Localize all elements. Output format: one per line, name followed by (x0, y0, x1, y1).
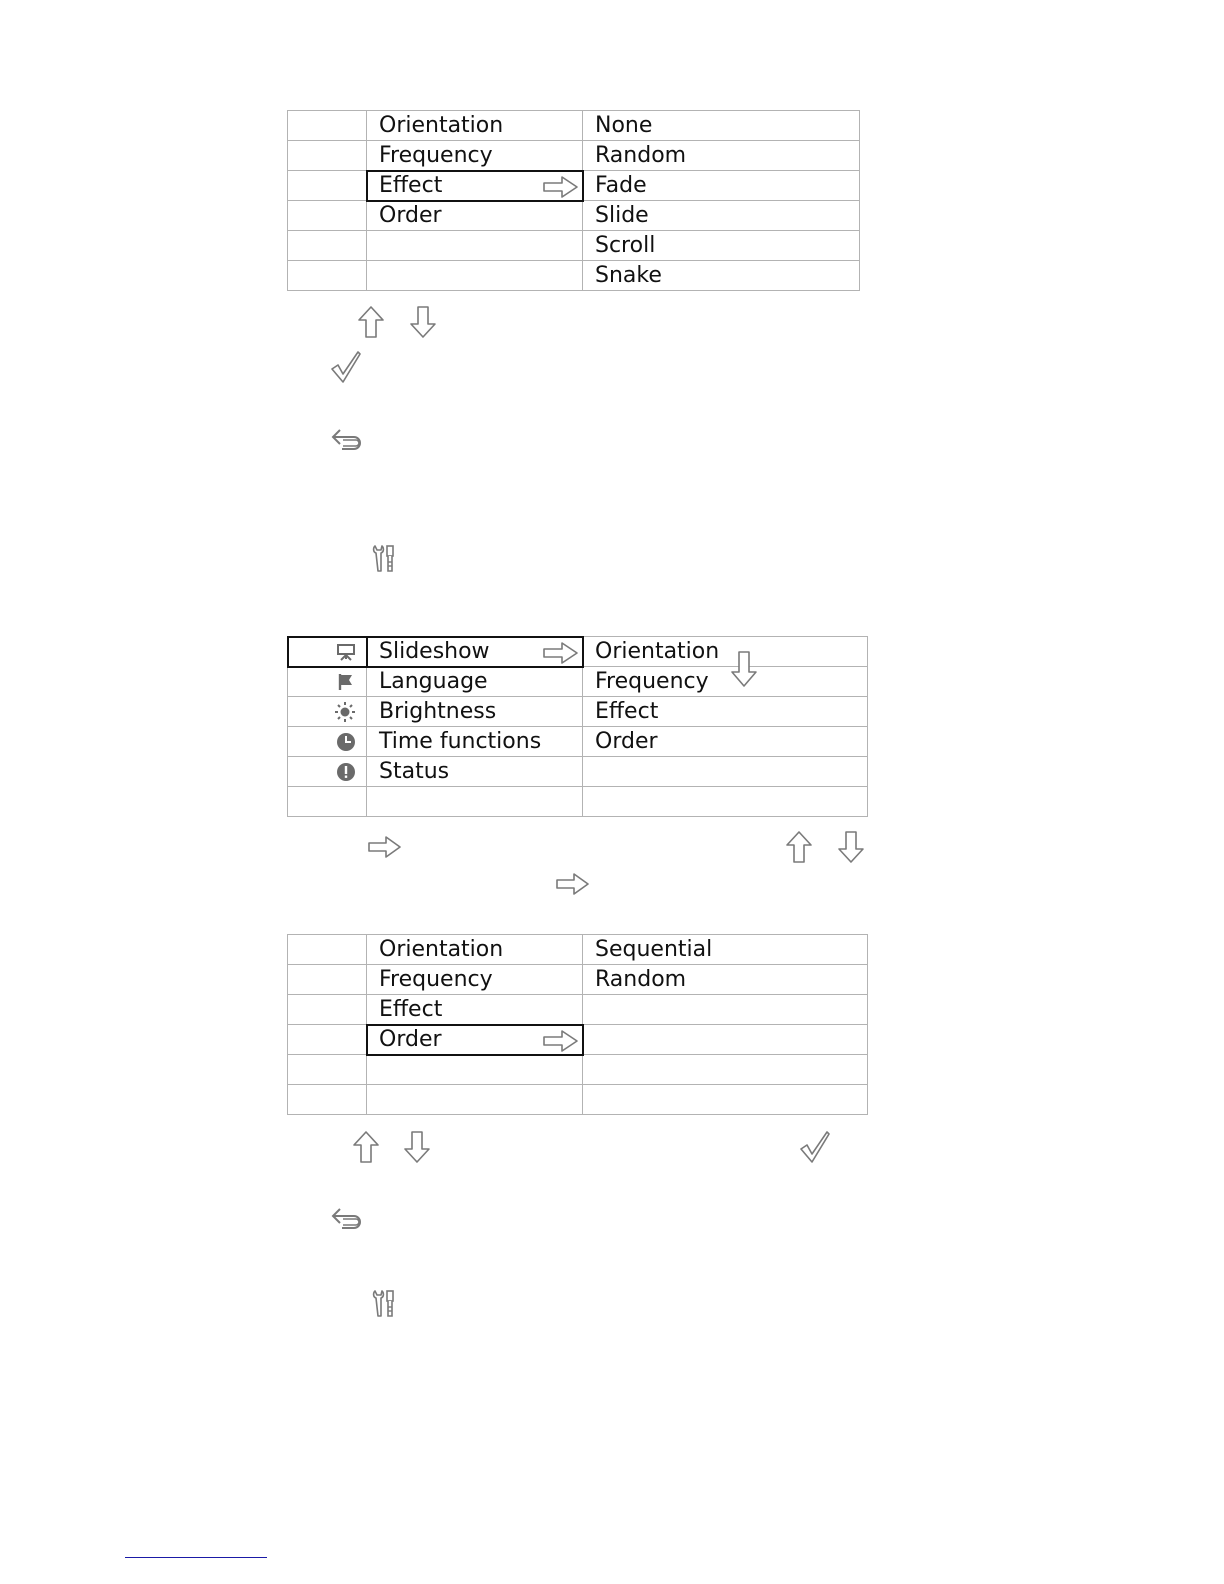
menu-item[interactable]: Language (367, 667, 583, 697)
menu-item (367, 261, 583, 291)
table-row (288, 697, 868, 727)
arrow-down-icon (837, 830, 865, 864)
menu-item[interactable]: Orientation (367, 935, 583, 965)
option-item[interactable]: Frequency (583, 667, 868, 697)
icon-cell (288, 935, 367, 965)
option-item[interactable]: Effect (583, 697, 868, 727)
table-row (288, 231, 860, 261)
table-row (288, 261, 860, 291)
table-row (288, 757, 868, 787)
option-item[interactable]: Snake (583, 261, 860, 291)
option-item[interactable]: Random (583, 141, 860, 171)
table-row (288, 935, 868, 965)
icon-cell (288, 141, 367, 171)
icon-cell (288, 965, 367, 995)
menu-item (367, 787, 583, 817)
back-icon (330, 427, 364, 453)
check-icon (799, 1130, 831, 1164)
menu-item[interactable]: Order (367, 201, 583, 231)
info-icon (336, 762, 356, 782)
menu-item-selected[interactable] (367, 171, 583, 201)
icon-cell (288, 757, 367, 787)
option-item (583, 1085, 868, 1115)
icon-cell (288, 637, 367, 667)
table-row (288, 1055, 868, 1085)
icon-cell (288, 111, 367, 141)
arrow-right-icon (367, 834, 403, 860)
settings-icon (371, 1289, 397, 1319)
back-icon (330, 1206, 364, 1232)
icon-cell (288, 171, 367, 201)
option-item (583, 1055, 868, 1085)
table-row (288, 141, 860, 171)
arrow-down-icon (403, 1130, 431, 1164)
arrow-down-icon (730, 650, 758, 688)
menu-item[interactable]: Effect (367, 995, 583, 1025)
menu-item-selected[interactable] (367, 637, 583, 667)
icon-cell (288, 787, 367, 817)
menu-item-label: Effect (379, 172, 443, 198)
check-icon (330, 350, 362, 384)
menu-table-main (287, 636, 868, 817)
option-item (583, 995, 868, 1025)
option-item (583, 787, 868, 817)
option-item[interactable]: Random (583, 965, 868, 995)
icon-cell (288, 201, 367, 231)
arrow-up-icon (352, 1130, 380, 1164)
table-row (288, 995, 868, 1025)
footnote-separator (125, 1557, 267, 1558)
table-row (288, 727, 868, 757)
arrow-right-icon (542, 640, 580, 666)
arrow-right-icon (542, 174, 580, 200)
table-row (288, 171, 860, 201)
icon-cell (288, 231, 367, 261)
menu-item-label: Order (379, 1026, 442, 1052)
option-item[interactable]: Fade (583, 171, 860, 201)
arrow-right-icon (555, 871, 591, 897)
option-item[interactable]: Sequential (583, 935, 868, 965)
table-row (288, 965, 868, 995)
icon-cell (288, 727, 367, 757)
menu-item-label: Slideshow (379, 638, 490, 664)
menu-item[interactable]: Brightness (367, 697, 583, 727)
flag-icon (336, 672, 356, 692)
menu-table-order (287, 934, 868, 1115)
table-row (288, 111, 860, 141)
option-item[interactable]: Orientation (583, 637, 868, 667)
menu-item[interactable]: Status (367, 757, 583, 787)
icon-cell (288, 1085, 367, 1115)
arrow-up-icon (785, 830, 813, 864)
icon-cell (288, 995, 367, 1025)
arrow-down-icon (409, 305, 437, 339)
table-row (288, 1025, 868, 1055)
menu-item (367, 1055, 583, 1085)
arrow-right-icon (542, 1028, 580, 1054)
table-row (288, 201, 860, 231)
table-row (288, 787, 868, 817)
arrow-up-icon (357, 305, 385, 339)
option-item (583, 1025, 868, 1055)
clock-icon (336, 732, 356, 752)
slideshow-icon (336, 642, 356, 662)
icon-cell (288, 1025, 367, 1055)
option-item[interactable]: Slide (583, 201, 860, 231)
settings-icon (371, 544, 397, 574)
menu-item (367, 1085, 583, 1115)
table-row (288, 637, 868, 667)
menu-item[interactable]: Frequency (367, 965, 583, 995)
icon-cell (288, 1055, 367, 1085)
icon-cell (288, 667, 367, 697)
menu-item[interactable]: Frequency (367, 141, 583, 171)
option-item[interactable]: Order (583, 727, 868, 757)
table-row (288, 667, 868, 697)
brightness-icon (334, 701, 356, 723)
menu-item-selected[interactable] (367, 1025, 583, 1055)
option-item[interactable]: Scroll (583, 231, 860, 261)
table-row (288, 1085, 868, 1115)
menu-table-effect (287, 110, 860, 291)
menu-item (367, 231, 583, 261)
menu-item[interactable]: Orientation (367, 111, 583, 141)
menu-item[interactable]: Time functions (367, 727, 583, 757)
icon-cell (288, 697, 367, 727)
icon-cell (288, 261, 367, 291)
option-item[interactable]: None (583, 111, 860, 141)
option-item (583, 757, 868, 787)
